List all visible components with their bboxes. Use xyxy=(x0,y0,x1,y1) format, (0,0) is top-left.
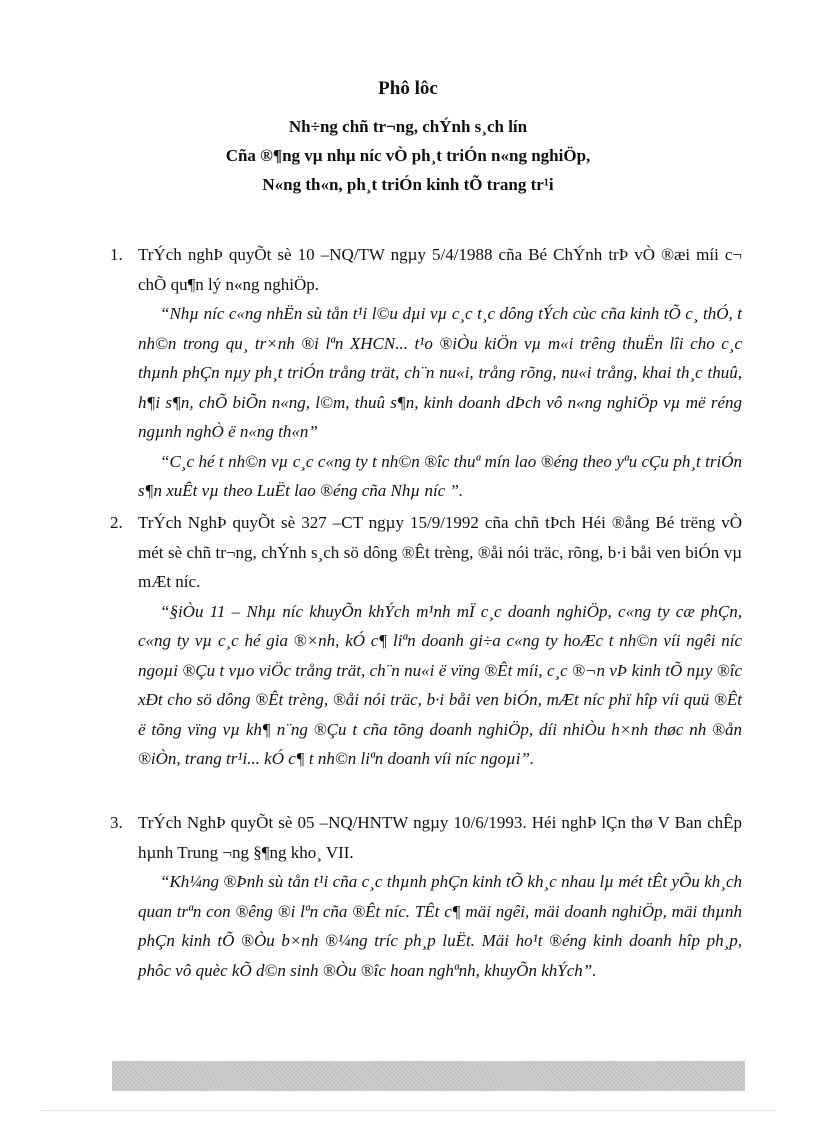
list-item xyxy=(110,808,742,985)
subtitle-line: Nh÷ng chñ tr¬ng, chÝnh s¸ch lín xyxy=(288,117,528,136)
list-item-quote: “Kh¼ng ®Þnh sù tån t¹i cña c¸c thµnh phÇn kinh tÕ kh¸c nhau lµ mét tÊt yÕu kh¸ch quan trªn con ®êng ®i lªn cña ®Êt níc. TÊt c¶ mäi ngêi, mäi doanh nghiÖp, mäi thµnh phÇn kinh tÕ ®Òu b×nh ®¼ng tríc ph¸p luËt. Mäi ho¹t ®éng kinh doanh hîp ph¸p, phôc vô quèc kÕ d©n sinh ®Òu ®îc hoan nghªnh, khuyÕn khÝch”. xyxy=(138,872,742,980)
list-item-number: 3. xyxy=(110,813,123,832)
page-title: Phô lôc xyxy=(378,78,438,99)
list-item-quote: “Nhµ níc c«ng nhËn sù tån t¹i l©u dµi vµ c¸c t¸c dông tÝch cùc cña kinh tÕ c¸ thÓ, t nh©n trong qu¸ tr×nh ®i lªn XHCN... t¹o ®iÒu kiÖn vµ m«i trêng thuËn lîi cho c¸c thµnh phÇn nµy ph¸t triÓn trång trät, ch¨n nu«i, trång rõng, nu«i trång, khai th¸c thuû, h¶i s¶n, chÕ biÕn n«ng, l©m, thuû s¶n, kinh doanh dÞch vô n«ng nghiÖp vµ më réng ngµnh nghÒ ë n«ng th«n” xyxy=(138,304,742,441)
list-item-number: 2. xyxy=(110,513,123,532)
list-item xyxy=(110,508,742,774)
list-item-quote: “C¸c hé t nh©n vµ c¸c c«ng ty t nh©n ®îc thuª mín lao ®éng theo yªu cÇu ph¸t triÓn s¶n xuÊt vµ theo LuËt lao ®éng cña Nhµ níc ”. xyxy=(138,451,742,500)
subtitle-line: Cña ®¶ng vµ nhµ níc vÒ ph¸t triÓn n«ng nghiÖp, xyxy=(225,146,591,165)
page-divider xyxy=(40,1110,776,1111)
list-item-lead: TrÝch NghÞ quyÕt sè 05 –NQ/HNTW ngµy 10/6/1993. Héi nghÞ lÇn thø V Ban chÊp hµnh Trung ¬ng §¶ng kho¸ VII. xyxy=(138,813,742,862)
list-item-lead: TrÝch nghÞ quyÕt sè 10 –NQ/TW ngµy 5/4/1988 cña Bé ChÝnh trÞ vÒ ®æi míi c¬ chÕ qu¶n lý n«ng nghiÖp. xyxy=(138,245,742,294)
list-item-number: 1. xyxy=(110,245,123,264)
subtitle-line: N«ng th«n, ph¸t triÓn kinh tÕ trang tr¹i xyxy=(262,175,554,194)
list-item-lead: TrÝch NghÞ quyÕt sè 327 –CT ngµy 15/9/1992 cña chñ tÞch Héi ®ång Bé trëng vÒ mét sè chñ tr¬ng, chÝnh s¸ch sö dông ®Êt trèng, ®åi nói träc, rõng, b·i båi ven biÓn vµ mÆt níc. xyxy=(138,513,742,591)
list-item xyxy=(110,240,742,506)
list-item-quote: “§iÒu 11 – Nhµ níc khuyÕn khÝch m¹nh mÏ c¸c doanh nghiÖp, c«ng ty cæ phÇn, c«ng ty vµ c¸c hé gia ®×nh, kÓ c¶ liªn doanh gi÷a c«ng ty hoÆc t nh©n víi ngêi níc ngoµi ®Çu t vµo viÖc trång trät, ch¨n nu«i ë vïng ®Êt míi, c¸c ®¬n vÞ kinh tÕ nµy ®îc xÐt cho sö dông ®Êt trèng, ®åi nói träc, b·i båi ven biÓn, mÆt níc phï hîp víi quü ®Êt ë tõng vïng vµ kh¶ n¨ng ®Çu t cña tõng doanh nghiÖp, díi nhiÒu h×nh thøc nh ®ån ®iÒn, trang tr¹i... kÓ c¶ t nh©n liªn doanh víi níc ngoµi”. xyxy=(138,601,742,768)
footer-band xyxy=(112,1061,745,1091)
